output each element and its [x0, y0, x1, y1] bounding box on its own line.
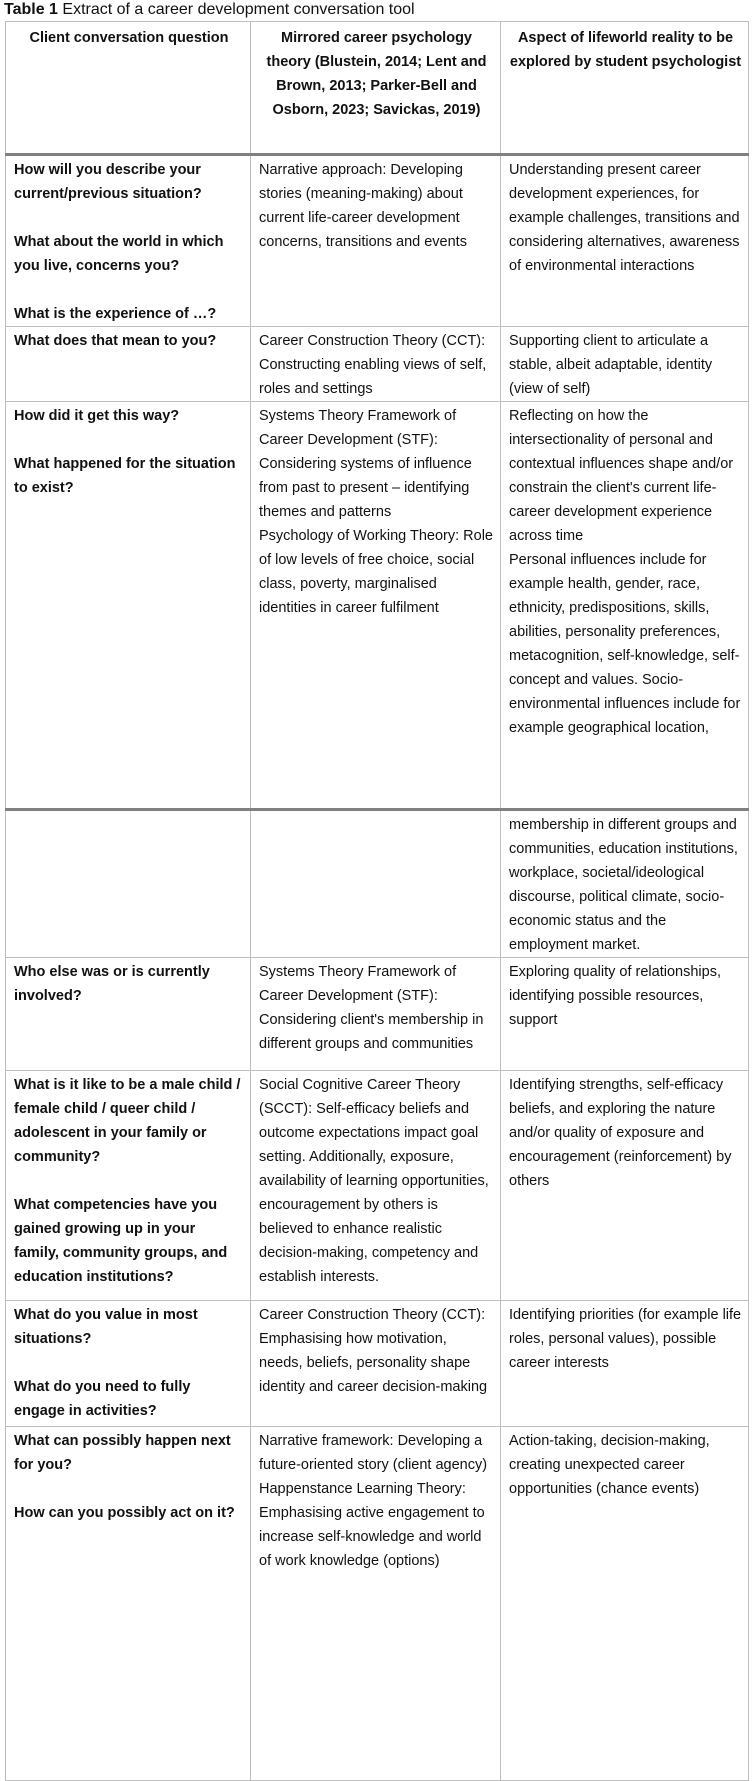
- cell-paragraph: What do you value in most situations?: [14, 1307, 198, 1347]
- table-row: [6, 402, 749, 810]
- table-row: [6, 810, 749, 958]
- cell-paragraph: Career Construction Theory (CCT): Constructing enabling views of self, roles and settings: [259, 333, 487, 397]
- aspect-cell: [501, 327, 749, 402]
- theory-cell: [251, 402, 501, 810]
- theory-cell: [251, 155, 501, 327]
- aspect-cell: [501, 958, 749, 1071]
- aspect-cell: [501, 402, 749, 810]
- cell-paragraph: Personal influences include for example health, gender, race, ethnicity, predispositions, skills, abilities, personality preferences, metacognition, self-knowledge, self-concept and values. Socio-environmental influences include for example geographical location,: [509, 552, 741, 736]
- caption-text: Extract of a career development conversation tool: [62, 1, 415, 18]
- theory-cell: [251, 1071, 501, 1301]
- cell-paragraph: Reflecting on how the intersectionality of personal and contextual influences shape and/or constrain the client's current life-career development experience across time: [509, 408, 734, 544]
- cell-paragraph: What can possibly happen next for you?: [14, 1433, 231, 1473]
- caption-label: Table 1: [4, 1, 58, 18]
- question-cell: [6, 1301, 251, 1427]
- header-theory: Mirrored career psychology theory (Blustein, 2014; Lent and Brown, 2013; Parker-Bell and Osborn, 2023; Savickas, 2019): [251, 22, 501, 155]
- aspect-cell: [501, 1071, 749, 1301]
- table-row: [6, 155, 749, 327]
- aspect-cell: [501, 155, 749, 327]
- cell-paragraph: Understanding present career development experiences, for example challenges, transitions and considering alternatives, awareness of environmental interactions: [509, 162, 740, 274]
- cell-paragraph: What do you need to fully engage in activities?: [14, 1379, 191, 1419]
- aspect-cell: [501, 1427, 749, 1781]
- cell-paragraph: Identifying priorities (for example life roles, personal values), possible career interests: [509, 1307, 742, 1371]
- table-row: [6, 1301, 749, 1427]
- table-caption: [4, 0, 415, 20]
- table-row: [6, 958, 749, 1071]
- question-cell: [6, 327, 251, 402]
- cell-paragraph: How will you describe your current/previous situation?: [14, 162, 202, 202]
- theory-cell: [251, 1301, 501, 1427]
- cell-paragraph: Systems Theory Framework of Career Development (STF): Considering client's membership in different groups and communities: [259, 964, 484, 1052]
- cell-paragraph: Psychology of Working Theory: Role of low levels of free choice, social class, poverty, marginalised identities in career fulfilment: [259, 528, 493, 616]
- cell-paragraph: Exploring quality of relationships, identifying possible resources, support: [509, 964, 721, 1028]
- cell-paragraph: What does that mean to you?: [14, 333, 217, 349]
- header-question: Client conversation question: [6, 22, 251, 155]
- cell-paragraph: What about the world in which you live, concerns you?: [14, 234, 224, 274]
- theory-cell: [251, 958, 501, 1071]
- theory-cell: [251, 810, 501, 958]
- table-row: [6, 1071, 749, 1301]
- cell-paragraph: Narrative approach: Developing stories (meaning-making) about current life-career development concerns, transitions and events: [259, 162, 467, 250]
- cell-paragraph: What competencies have you gained growing up in your family, community groups, and education institutions?: [14, 1197, 228, 1285]
- theory-cell: [251, 1427, 501, 1781]
- question-cell: [6, 810, 251, 958]
- cell-paragraph: Action-taking, decision-making, creating unexpected career opportunities (chance events): [509, 1433, 710, 1497]
- table-row: [6, 327, 749, 402]
- cell-paragraph: Career Construction Theory (CCT): Emphasising how motivation, needs, beliefs, personality shape identity and career decision-making: [259, 1307, 488, 1395]
- career-conversation-table: [5, 21, 749, 1781]
- cell-paragraph: What is it like to be a male child / female child / queer child / adolescent in your family or community?: [14, 1077, 241, 1165]
- question-cell: [6, 1427, 251, 1781]
- header-row: [6, 22, 749, 155]
- aspect-cell: [501, 1301, 749, 1427]
- question-cell: [6, 155, 251, 327]
- question-cell: [6, 1071, 251, 1301]
- cell-paragraph: Identifying strengths, self-efficacy beliefs, and exploring the nature and/or quality of exposure and encouragement (reinforcement) by others: [509, 1077, 732, 1189]
- cell-paragraph: What happened for the situation to exist?: [14, 456, 236, 496]
- question-cell: [6, 402, 251, 810]
- aspect-cell: [501, 810, 749, 958]
- cell-paragraph: How did it get this way?: [14, 408, 180, 424]
- cell-paragraph: Systems Theory Framework of Career Development (STF): Considering systems of influence from past to present – identifying themes and patterns: [259, 408, 472, 520]
- cell-paragraph: Narrative framework: Developing a future-oriented story (client agency): [259, 1433, 488, 1473]
- table-row: [6, 1427, 749, 1781]
- cell-paragraph: Social Cognitive Career Theory (SCCT): Self-efficacy beliefs and outcome expectations impact goal setting. Additionally, exposure, availability of learning opportunities, encouragement by others is believed to enhance realistic decision-making, competency and establish interests.: [259, 1077, 489, 1285]
- question-cell: [6, 958, 251, 1071]
- cell-paragraph: membership in different groups and communities, education institutions, workplace, societal/ideological discourse, political climate, socio-economic status and the employment market.: [509, 817, 738, 953]
- header-aspect: Aspect of lifeworld reality to be explored by student psychologist: [501, 22, 749, 155]
- theory-cell: [251, 327, 501, 402]
- cell-paragraph: How can you possibly act on it?: [14, 1505, 235, 1521]
- cell-paragraph: Happenstance Learning Theory: Emphasising active engagement to increase self-knowledge and world of work knowledge (options): [259, 1481, 485, 1569]
- cell-paragraph: What is the experience of …?: [14, 306, 217, 322]
- cell-paragraph: Supporting client to articulate a stable, albeit adaptable, identity (view of self): [509, 333, 713, 397]
- cell-paragraph: Who else was or is currently involved?: [14, 964, 210, 1004]
